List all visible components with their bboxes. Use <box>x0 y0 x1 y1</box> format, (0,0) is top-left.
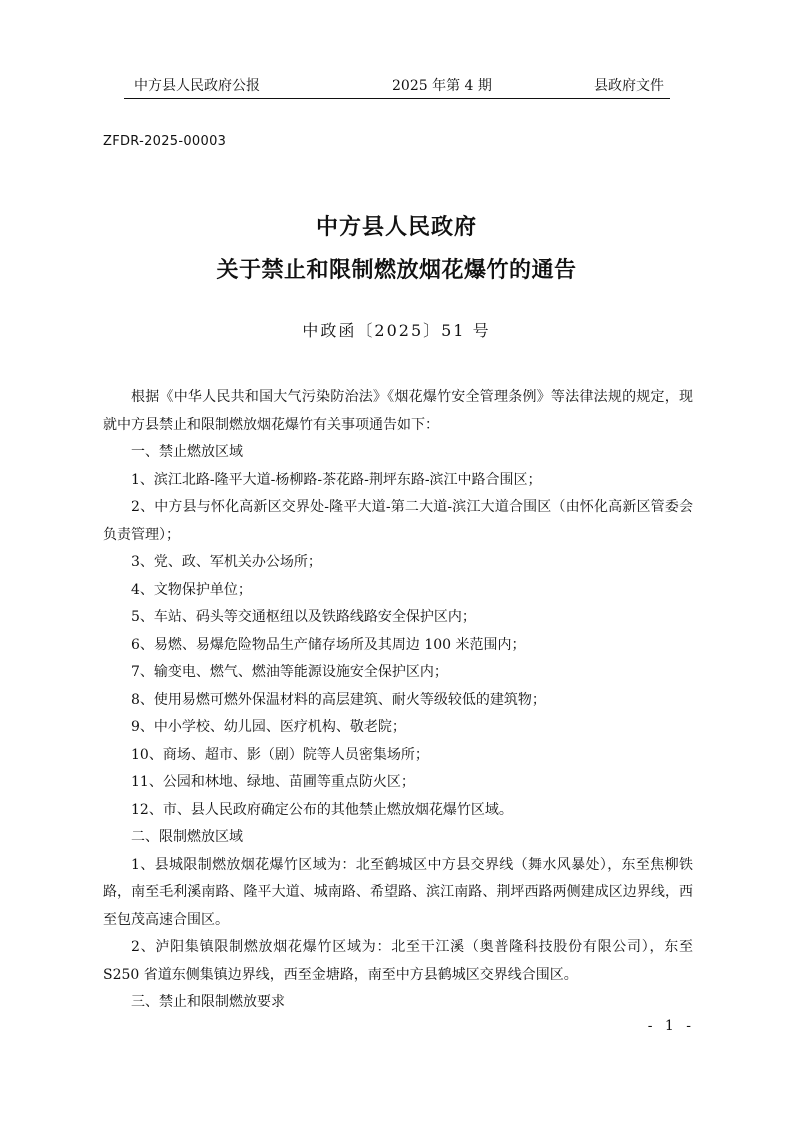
list-item: 9、中小学校、幼儿园、医疗机构、敬老院； <box>131 719 406 735</box>
list-item: 11、公园和林地、绿地、苗圃等重点防火区； <box>131 774 415 790</box>
list-item: 10、商场、超市、影（剧）院等人员密集场所； <box>131 746 429 763</box>
title-line-1: 中方县人民政府 <box>315 215 477 240</box>
section-heading: 一、禁止燃放区域 <box>131 444 243 460</box>
section-heading: 三、禁止和限制燃放要求 <box>131 994 285 1010</box>
header-publication: 中方县人民政府公报 <box>134 78 260 94</box>
document-body <box>103 384 693 1017</box>
page-number: - 1 - <box>647 1018 695 1034</box>
document-reference: 中政函〔2025〕51 号 <box>302 321 491 340</box>
header-category: 县政府文件 <box>594 78 664 94</box>
list-item: 5、车站、码头等交通枢纽以及铁路线路安全保护区内； <box>131 609 476 625</box>
header-issue: 2025 年第 4 期 <box>392 78 492 94</box>
list-item: 12、市、县人民政府确定公布的其他禁止燃放烟花爆竹区域。 <box>131 801 513 818</box>
list-item: 2、中方县与怀化高新区交界处-隆平大道-第二大道-滨江大道合围区（由怀化高新区管委会负责管理）； <box>103 499 693 543</box>
list-item: 6、易燃、易爆危险物品生产储存场所及其周边 100 米范围内； <box>131 636 526 653</box>
list-item: 4、文物保护单位； <box>131 581 252 598</box>
section-heading: 二、限制燃放区域 <box>131 829 243 845</box>
list-item: 8、使用易燃可燃外保温材料的高层建筑、耐火等级较低的建筑物； <box>131 691 546 708</box>
title-line-2: 关于禁止和限制燃放烟花爆竹的通告 <box>216 258 577 283</box>
list-item: 3、党、政、军机关办公场所； <box>131 554 322 570</box>
paragraph: 根据《中华人民共和国大气污染防治法》《烟花爆竹安全管理条例》等法律法规的规定，现就中方县禁止和限制燃放烟花爆竹有关事项通告如下： <box>103 389 693 433</box>
list-item: 1、滨江北路-隆平大道-杨柳路-茶花路-荆坪东路-滨江中路合围区； <box>131 471 542 488</box>
page-header <box>124 76 670 99</box>
document-number: ZFDR-2025-00003 <box>103 134 227 149</box>
list-item: 2、泸阳集镇限制燃放烟花爆竹区域为：北至干江溪（奥普隆科技股份有限公司），东至 S250 省道东侧集镇边界线，西至金塘路，南至中方县鹤城区交界线合围区。 <box>103 939 693 983</box>
list-item: 1、县城限制燃放烟花爆竹区域为：北至鹤城区中方县交界线（舞水风暴处），东至焦柳铁路，南至毛利溪南路、隆平大道、城南路、希望路、滨江南路、荆坪西路两侧建成区边界线，西至包茂高速合围区。 <box>103 856 693 928</box>
list-item: 7、输变电、燃气、燃油等能源设施安全保护区内； <box>131 664 448 680</box>
